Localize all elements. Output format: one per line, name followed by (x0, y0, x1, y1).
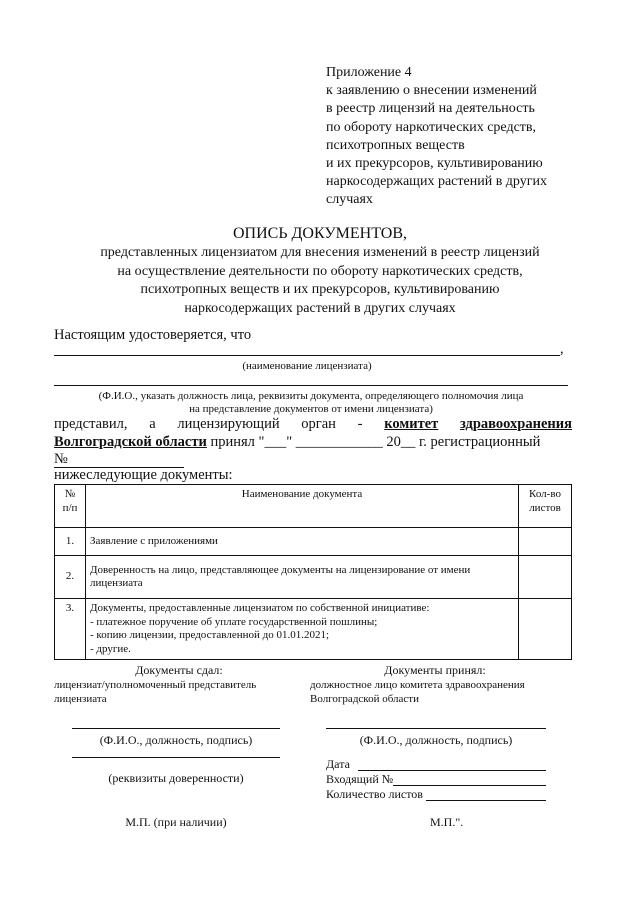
right-stamp: М.П.". (430, 815, 464, 829)
row-line: - другие. (90, 642, 131, 655)
proxy-caption: (реквизиты доверенности) (108, 771, 244, 785)
row-num: 2. (55, 556, 86, 599)
licensee-name-line[interactable] (54, 355, 560, 356)
table-row (55, 556, 572, 599)
row-line: Заявление с приложениями (90, 534, 218, 547)
document-subtitle-line: наркосодержащих растений в других случаях (184, 300, 456, 316)
person-caption-2: на представление документов от имени лицензиата) (189, 403, 433, 415)
person-caption-1: (Ф.И.О., указать должность лица, реквизиты документа, определяющего полномочия лица (98, 390, 524, 402)
appendix-line: случаях (326, 192, 373, 208)
row-num: 1. (55, 528, 86, 556)
certify-text: Настоящим удостоверяется, что (54, 327, 252, 343)
word: лицензирующий (177, 416, 280, 432)
row-line: лицензиата (90, 577, 143, 589)
received-role-2: Волгоградской области (310, 693, 419, 705)
received-signature-line[interactable] (326, 728, 546, 729)
incoming-number-field[interactable] (393, 785, 546, 786)
header-count-label: Кол-во листов (529, 488, 561, 514)
appendix-line: наркосодержащих растений в других (326, 174, 547, 190)
appendix-line: в реестр лицензий на деятельность (326, 101, 535, 117)
header-name (86, 485, 519, 528)
appendix-line: и их прекурсоров, культивированию (326, 156, 543, 172)
row-line: - платежное поручение об уплате государственной пошлины; (90, 615, 378, 628)
header-num-label: № п/п (62, 488, 78, 514)
proxy-line[interactable] (72, 757, 280, 758)
appendix-line: психотропных веществ (326, 137, 465, 153)
appendix-title: Приложение 4 (326, 65, 412, 80)
word: а (149, 416, 156, 432)
licensee-caption: (наименование лицензиата) (242, 360, 372, 372)
submitted-title: Документы сдал: (135, 663, 223, 677)
document-subtitle-line: психотропных веществ и их прекурсоров, культивированию (140, 282, 500, 298)
row-count-cell[interactable] (519, 599, 572, 660)
following-docs-text: нижеследующие документы: (54, 467, 233, 483)
table-row (55, 599, 572, 660)
sheets-label: Количество листов (326, 787, 423, 801)
row-name (86, 556, 519, 599)
received-role-1: должностное лицо комитета здравоохранения (310, 679, 525, 691)
row-name (86, 599, 519, 660)
header-num (55, 485, 86, 528)
accepted-text: принял "___" ____________ 20__ г. регистрационный (210, 434, 541, 450)
row-count-cell[interactable] (519, 528, 572, 556)
sheets-count-field[interactable] (426, 800, 546, 801)
comma: , (560, 341, 564, 357)
word: - (357, 416, 363, 432)
row-line: Документы, предоставленные лицензиатом по собственной инициативе: (90, 602, 430, 614)
date-label: Дата (326, 757, 350, 771)
row-num: 3. (55, 599, 86, 660)
document-header (40, 224, 600, 318)
row-name (86, 528, 519, 556)
region-name: Волгоградской области (54, 434, 207, 450)
submitted-fio-caption: (Ф.И.О., должность, подпись) (99, 733, 253, 747)
appendix-block (326, 64, 596, 210)
received-title: Документы принял: (384, 663, 486, 677)
presented-line (54, 416, 572, 433)
document-subtitle-line: представленных лицензиатом для внесения изменений в реестр лицензий (100, 245, 540, 260)
accepted-line (54, 434, 574, 451)
appendix-line: к заявлению о внесении изменений (326, 83, 537, 99)
submitted-signature-line[interactable] (72, 728, 280, 729)
committee-word: комитет (384, 416, 439, 432)
registration-number-label: № (54, 451, 68, 467)
row-line: - копию лицензии, предоставленной до 01.01.2021; (90, 629, 330, 641)
committee-word: здравоохранения (459, 416, 572, 432)
submitted-role-2: лицензиата (54, 693, 107, 705)
documents-table (54, 484, 572, 660)
row-line: Доверенность на лицо, представляющее документы на лицензирование от имени (90, 563, 471, 576)
date-field[interactable] (358, 770, 546, 771)
incoming-label: Входящий № (326, 772, 394, 786)
table-row (55, 528, 572, 556)
table-header-row (55, 485, 572, 528)
word: представил, (54, 416, 128, 432)
row-count-cell[interactable] (519, 556, 572, 599)
header-count (519, 485, 572, 528)
person-line[interactable] (54, 385, 568, 386)
document-title: ОПИСЬ ДОКУМЕНТОВ, (232, 225, 407, 242)
appendix-line: по обороту наркотических средств, (326, 119, 537, 135)
received-fio-caption: (Ф.И.О., должность, подпись) (359, 733, 513, 747)
submitted-role-1: лицензиат/уполномоченный представитель (54, 679, 257, 691)
document-subtitle-line: на осуществление деятельности по обороту наркотических средств, (117, 263, 523, 279)
word: орган (301, 416, 336, 432)
left-stamp: М.П. (при наличии) (125, 815, 227, 829)
header-name-label: Наименование документа (241, 488, 363, 500)
